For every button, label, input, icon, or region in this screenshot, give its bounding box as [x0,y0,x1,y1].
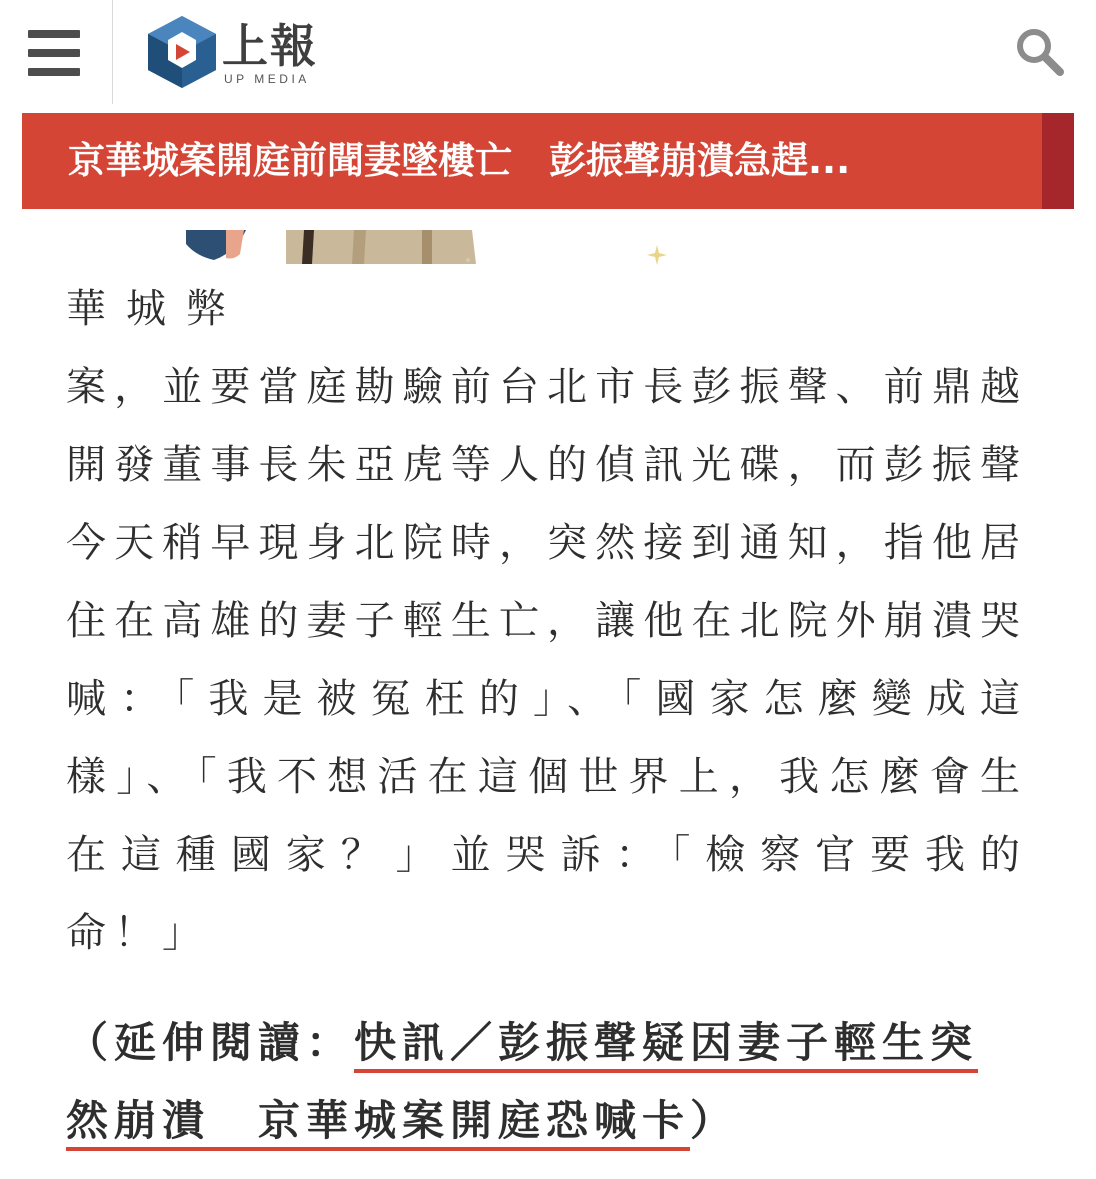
hamburger-menu-icon[interactable] [28,30,80,76]
paragraph-text: 案，並要當庭勘驗前台北市長彭振聲、前鼎越開發董事長朱亞虎等人的偵訊光碟，而彭振聲今天稍早現身北院時，突然接到通知，指他居住在高雄的妻子輕生亡，讓他在北院外崩潰哭喊：「我是被冤枉的」、「國家怎麼變成這樣」、「我不想活在這個世界上，我怎麼會生在這種國家？」並哭訴：「檢察官要我的命！」 [66,364,1028,956]
headline-title[interactable]: 京華城案開庭前聞妻墜樓亡 彭振聲崩潰急趕... [68,139,851,182]
logo-subtitle: UP MEDIA [224,72,310,86]
paragraph-lead-line: 華城弊 [66,286,246,332]
cube-logo-icon [146,14,218,90]
menu-bar-2 [28,49,80,57]
header-divider [112,0,113,104]
menu-bar-3 [28,68,80,76]
logo-wordmark: 上報 [222,19,318,73]
related-reading [66,1004,1036,1160]
article-paragraph [66,270,1028,972]
illustration-fragment [186,230,486,264]
headline-banner[interactable] [22,113,1074,209]
related-link-line-2[interactable]: 然崩潰 京華城案開庭恐喊卡 [66,1096,690,1151]
menu-bar-1 [28,30,80,38]
related-prefix: （延伸閱讀： [66,1018,355,1067]
site-logo[interactable] [146,14,336,94]
banner-edge-accent [1042,113,1074,209]
related-link-line-1[interactable]: 快訊／彭振聲疑因妻子輕生突 [354,1018,978,1073]
related-suffix: ） [690,1096,739,1145]
site-header [0,0,1096,112]
search-icon[interactable] [1014,26,1066,78]
sparkle-icon [646,244,668,266]
